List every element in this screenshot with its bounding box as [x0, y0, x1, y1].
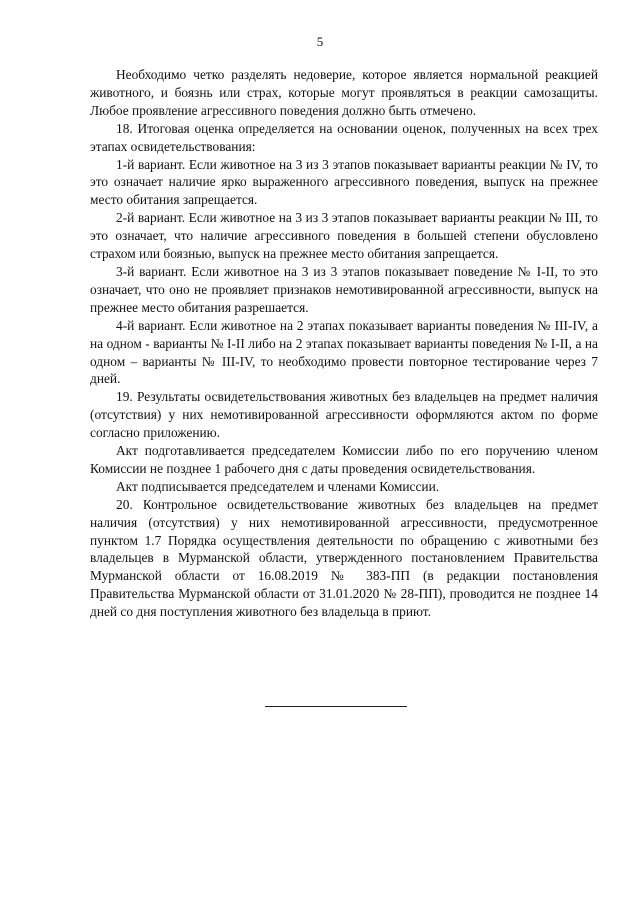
- paragraph-item-18: 18. Итоговая оценка определяется на основании оценок, полученных на всех трех этапах освидетельствования:: [90, 120, 598, 154]
- paragraph-item-19: 19. Результаты освидетельствования животных без владельцев на предмет наличия (отсутствия) у них немотивированной агрессивности оформляются актом по форме согласно приложению.: [90, 389, 598, 441]
- paragraph-variant-3: 3-й вариант. Если животное на 3 из 3 этапов показывает поведение № I-II, то это означает, что оно не проявляет признаков немотивированной агрессивности, выпуск на прежнее место обитания разрешается.: [90, 263, 598, 315]
- paragraph-variant-1: 1-й вариант. Если животное на 3 из 3 этапов показывает варианты реакции № IV, то это означает наличие ярко выраженного агрессивного поведения, выпуск на прежнее место обитания запрещается.: [90, 156, 598, 208]
- paragraph-item-20: 20. Контрольное освидетельствование животных без владельцев на предмет наличия (отсутствия) у них немотивированной агрессивности, предусмотренное пунктом 1.7 Порядка осуществления деятельности по обращению с животными без владельцев в Мурманской области, утвержденного постановлением Правительства Мурманской области от 16.08.2019 № 383-ПП (в редакции постановления Правительства Мурманской области от 31.01.2020 № 28-ПП), проводится не позднее 14 дней со дня поступления животного без владельца в приют.: [90, 496, 598, 620]
- paragraph-act-signing: Акт подписывается председателем и членами Комиссии.: [116, 478, 440, 494]
- document-body: [90, 66, 598, 621]
- paragraph-variant-4: 4-й вариант. Если животное на 2 этапах показывает варианты поведения № III-IV, а на одном - варианты № I-II либо на 2 этапах показывает варианты поведения № I-II, а на одном – варианты № III-IV, то необходимо провести повторное тестирование через 7 дней.: [90, 317, 598, 387]
- paragraph-act-preparation: Акт подготавливается председателем Комиссии либо по его поручению членом Комиссии не позднее 1 рабочего дня с даты проведения освидетельствования.: [90, 443, 598, 476]
- paragraph-distrust-note: Необходимо четко разделять недоверие, которое является нормальной реакцией животного, и боязнь или страх, которые могут проявляться в реакции самозащиты. Любое проявление агрессивного поведения должно быть отмечено.: [90, 67, 598, 118]
- page-number: 5: [316, 34, 324, 49]
- paragraph-variant-2: 2-й вариант. Если животное на 3 из 3 этапов показывает варианты реакции № III, то это означает, что наличие агрессивного поведения в большей степени обусловлено страхом или боязнью, выпуск на прежнее место обитания запрещается.: [90, 210, 598, 262]
- end-of-text-rule: [265, 706, 407, 707]
